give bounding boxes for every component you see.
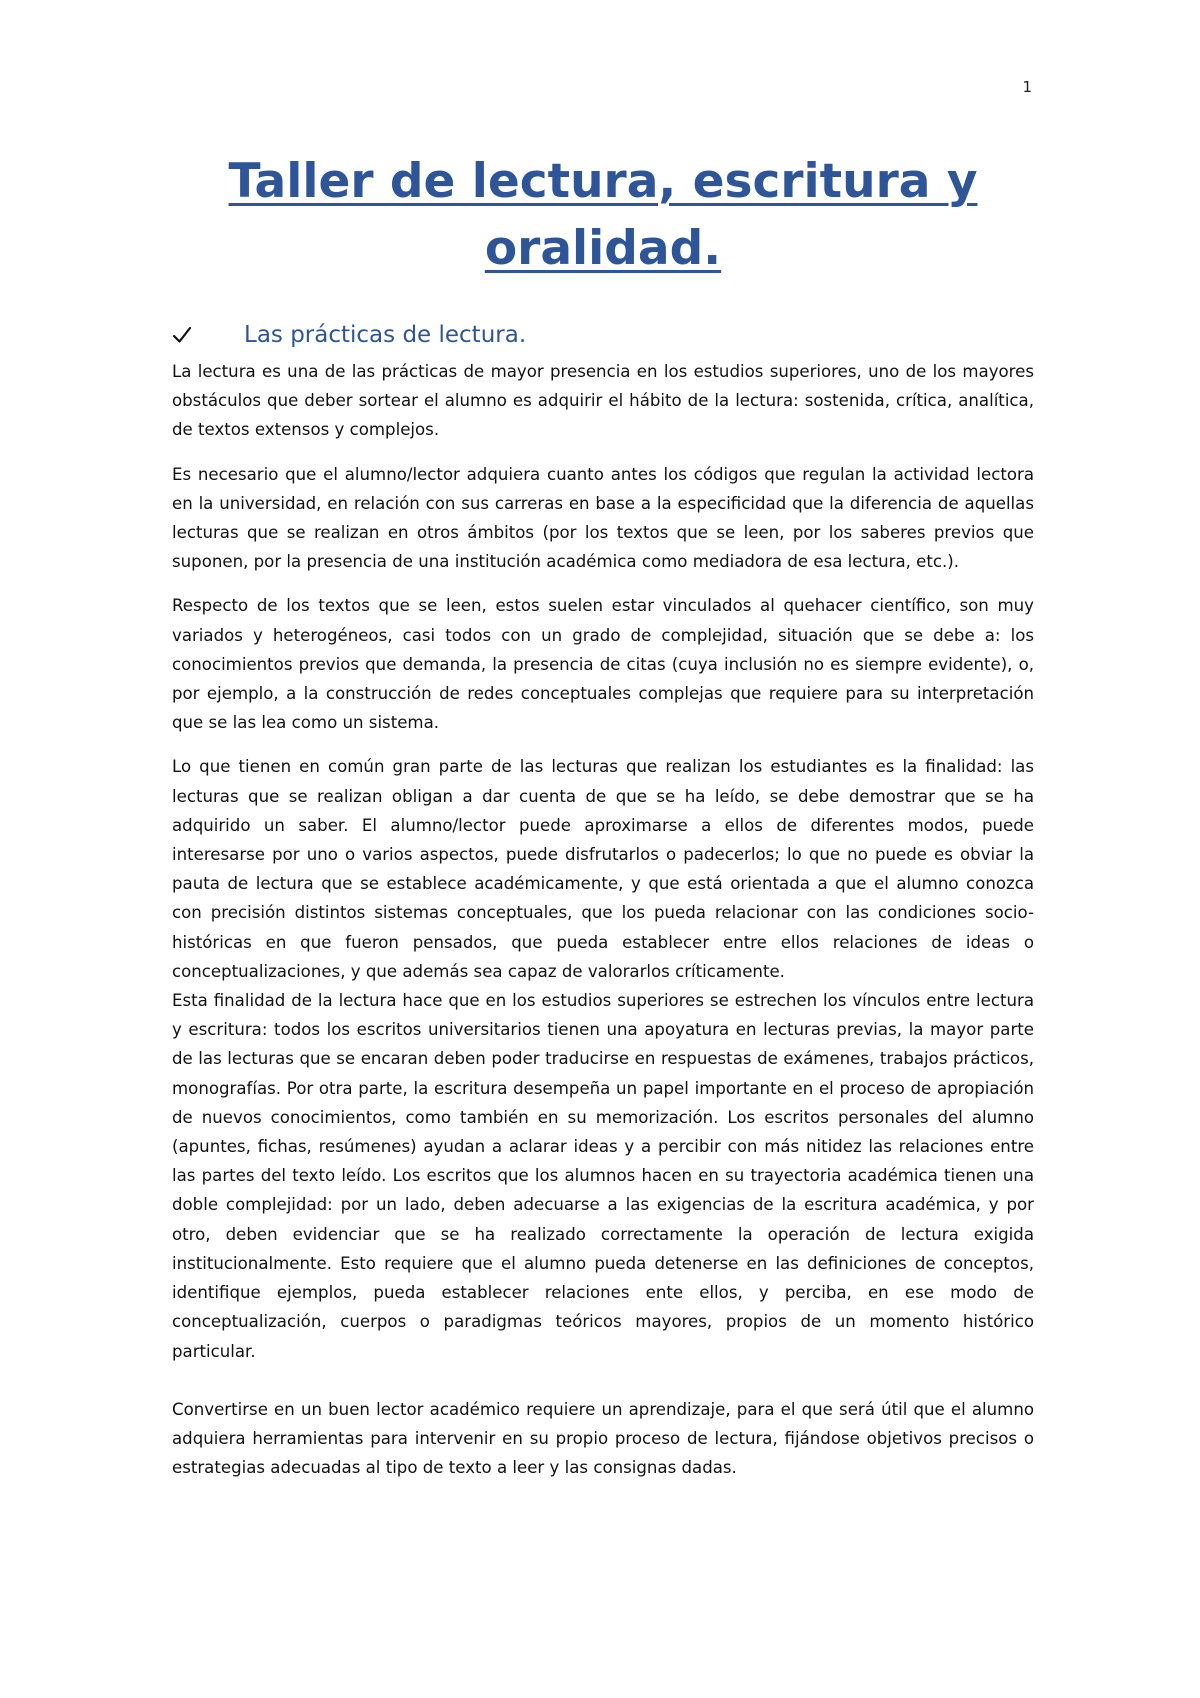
section-heading-text: Las prácticas de lectura. bbox=[244, 322, 527, 348]
paragraph-1: La lectura es una de las prácticas de mayor presencia en los estudios superiores, uno de los mayores obstáculos que deber sortear el alumno es adquirir el hábito de la lectura: sostenida, crítica, analítica, de textos extensos y complejos. bbox=[172, 362, 1034, 440]
paragraph-3: Respecto de los textos que se leen, estos suelen estar vinculados al quehacer científico, son muy variados y heterogéneos, casi todos con un grado de complejidad, situación que se debe a: los conocimientos previos que demanda, la presencia de citas (cuya inclusión no es siempre evidente), o, por ejemplo, a la construcción de redes conceptuales complejas que requiere para su interpretación que se las lea como un sistema. bbox=[172, 596, 1034, 733]
paragraph-5: Esta finalidad de la lectura hace que en los estudios superiores se estrechen los vínculos entre lectura y escritura: todos los escritos universitarios tienen una apoyatura en lecturas previas, la mayor parte de las lecturas que se encaran deben poder traducirse en respuestas de exámenes, trabajos prácticos, monografías. Por otra parte, la escritura desempeña un papel importante en el proceso de apropiación de nuevos conocimientos, como también en su memorización. Los escritos personales del alumno (apuntes, fichas, resúmenes) ayudan a aclarar ideas y a percibir con más nitidez las relaciones entre las partes del texto leído. Los escritos que los alumnos hacen en su trayectoria académica tienen una doble complejidad: por un lado, deben adecuarse a las exigencias de la escritura académica, y por otro, deben evidenciar que se ha realizado correctamente la operación de lectura exigida institucionalmente. Esto requiere que el alumno pueda detenerse en las definiciones de conceptos, identifique ejemplos, pueda establecer relaciones ente ellos, y perciba, en ese modo de conceptualización, cuerpos o paradigmas teóricos mayores, propios de un momento histórico particular. bbox=[172, 991, 1034, 1361]
checkmark-icon bbox=[172, 325, 192, 345]
document-title bbox=[172, 148, 1034, 282]
page-number: 1 bbox=[1022, 78, 1032, 96]
paragraph-6: Convertirse en un buen lector académico requiere un aprendizaje, para el que será útil que el alumno adquiera herramientas para intervenir en su propio proceso de lectura, fijándose objetivos precisos o estrategias adecuadas al tipo de texto a leer y las consignas dadas. bbox=[172, 1399, 1034, 1478]
document-body bbox=[172, 357, 1034, 1497]
section-heading bbox=[172, 322, 526, 348]
title-line-1: Taller de lectura, escritura y bbox=[228, 154, 978, 209]
paragraph-2: Es necesario que el alumno/lector adquiera cuanto antes los códigos que regulan la actividad lectora en la universidad, en relación con sus carreras en base a la especificidad que la diferencia de aquellas lecturas que se realizan en otros ámbitos (por los textos que se leen, por los saberes previos que suponen, por la presencia de una institución académica como mediadora de esa lectura, etc.). bbox=[172, 464, 1034, 572]
paragraph-4: Lo que tienen en común gran parte de las lecturas que realizan los estudiantes es la finalidad: las lecturas que se realizan obligan a dar cuenta de que se ha leído, se debe demostrar que se ha adquirido un saber. El alumno/lector puede aproximarse a ellos de diferentes modos, puede interesarse por uno o varios aspectos, puede disfrutarlos o padecerlos; lo que no puede es obviar la pauta de lectura que se establece académicamente, y que está orientada a que el alumno conozca con precisión distintos sistemas conceptuales, que los pueda relacionar con las condiciones socio-históricas en que fueron pensados, que pueda establecer entre ellos relaciones de ideas o conceptualizaciones, y que además sea capaz de valorarlos críticamente. bbox=[172, 757, 1034, 981]
title-line-2: oralidad. bbox=[484, 221, 722, 276]
title-text bbox=[172, 148, 1034, 282]
